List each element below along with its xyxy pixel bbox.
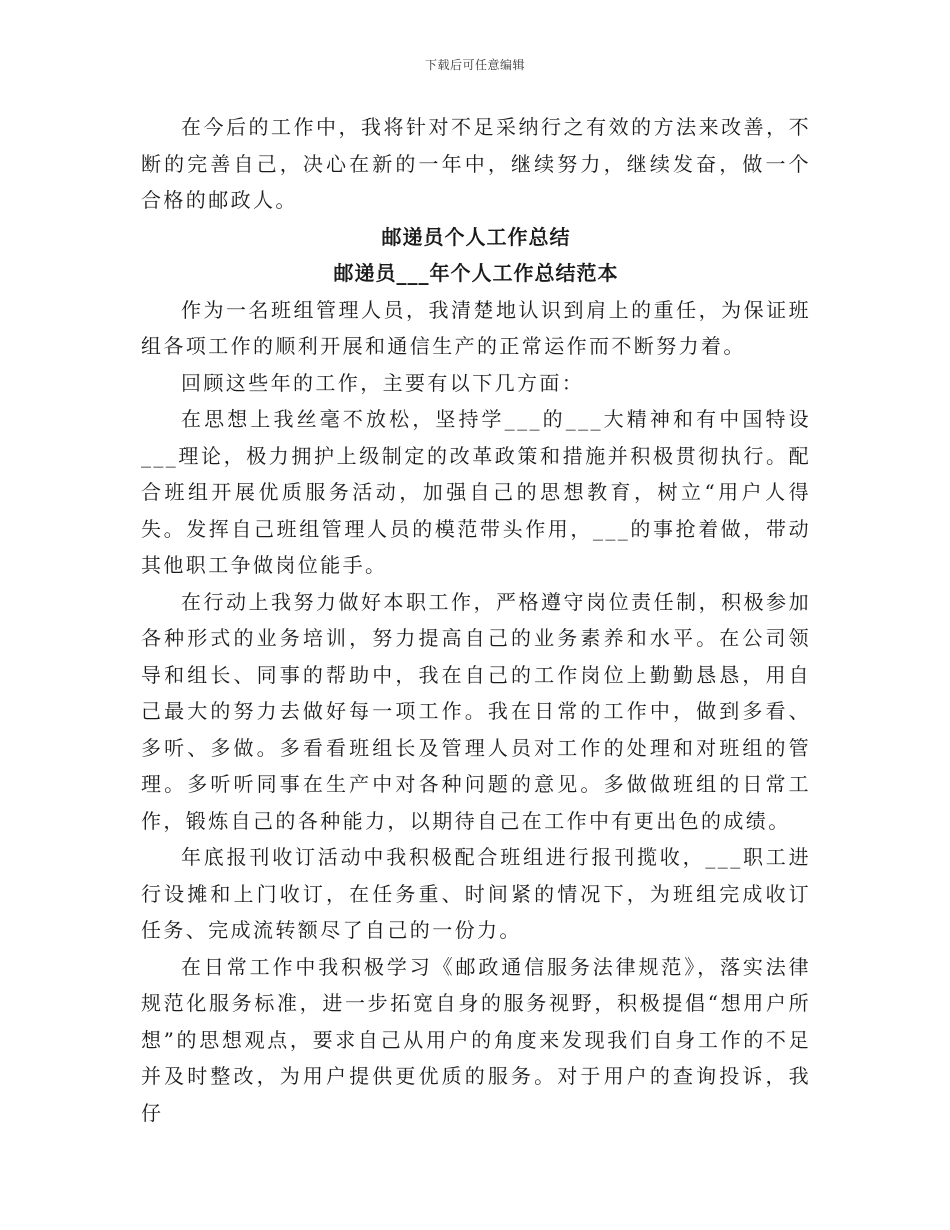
- paragraph: 在日常工作中我积极学习《邮政通信服务法律规范》，落实法律规范化服务标准，进一步拓宽自身的服务视野，积极提倡“想用户所想”的思想观点，要求自己从用户的角度来发现我们自身工作的不足并及时整改，为用户提供更优质的服务。对于用户的查询投诉，我仔: [141, 954, 811, 1125]
- paragraph: 年底报刊收订活动中我积极配合班组进行报刊揽收，___职工进行设摊和上门收订，在任务重、时间紧的情况下，为班组完成收订任务、完成流转额尽了自己的一份力。: [141, 845, 811, 942]
- document-title: 邮递员个人工作总结: [381, 224, 571, 249]
- paragraph: 在思想上我丝毫不放松，坚持学___的___大精神和有中国特设___理论，极力拥护上级制定的改革政策和措施并积极贯彻执行。配合班组开展优质服务活动，加强自己的思想教育，树立“用户人得失。发挥自己班组管理人员的模范带头作用，___的事抢着做，带动其他职工争做岗位能手。: [141, 407, 811, 577]
- paragraph: 回顾这些年的工作，主要有以下几方面：: [181, 370, 585, 395]
- paragraph: 作为一名班组管理人员，我清楚地认识到肩上的重任，为保证班组各项工作的顺利开展和通信生产的正常运作而不断努力着。: [141, 297, 811, 358]
- page-header: 下载后可任意编辑: [424, 58, 525, 72]
- document-body: [141, 109, 811, 1131]
- paragraph: 在行动上我努力做好本职工作，严格遵守岗位责任制，积极参加各种形式的业务培训，努力提高自己的业务素养和水平。在公司领导和组长、同事的帮助中，我在自己的工作岗位上勤勤恳恳，用自己最大的努力去做好每一项工作。我在日常的工作中，做到多看、多听、多做。多看看班组长及管理人员对工作的处理和对班组的管理。多听听同事在生产中对各种问题的意见。多做做班组的日常工作，锻炼自己的各种能力，以期待自己在工作中有更出色的成绩。: [141, 589, 811, 833]
- paragraph: 在今后的工作中，我将针对不足采纳行之有效的方法来改善，不断的完善自己，决心在新的一年中，继续努力，继续发奋，做一个合格的邮政人。: [141, 115, 811, 212]
- document-subtitle: 邮递员___年个人工作总结范本: [333, 261, 619, 285]
